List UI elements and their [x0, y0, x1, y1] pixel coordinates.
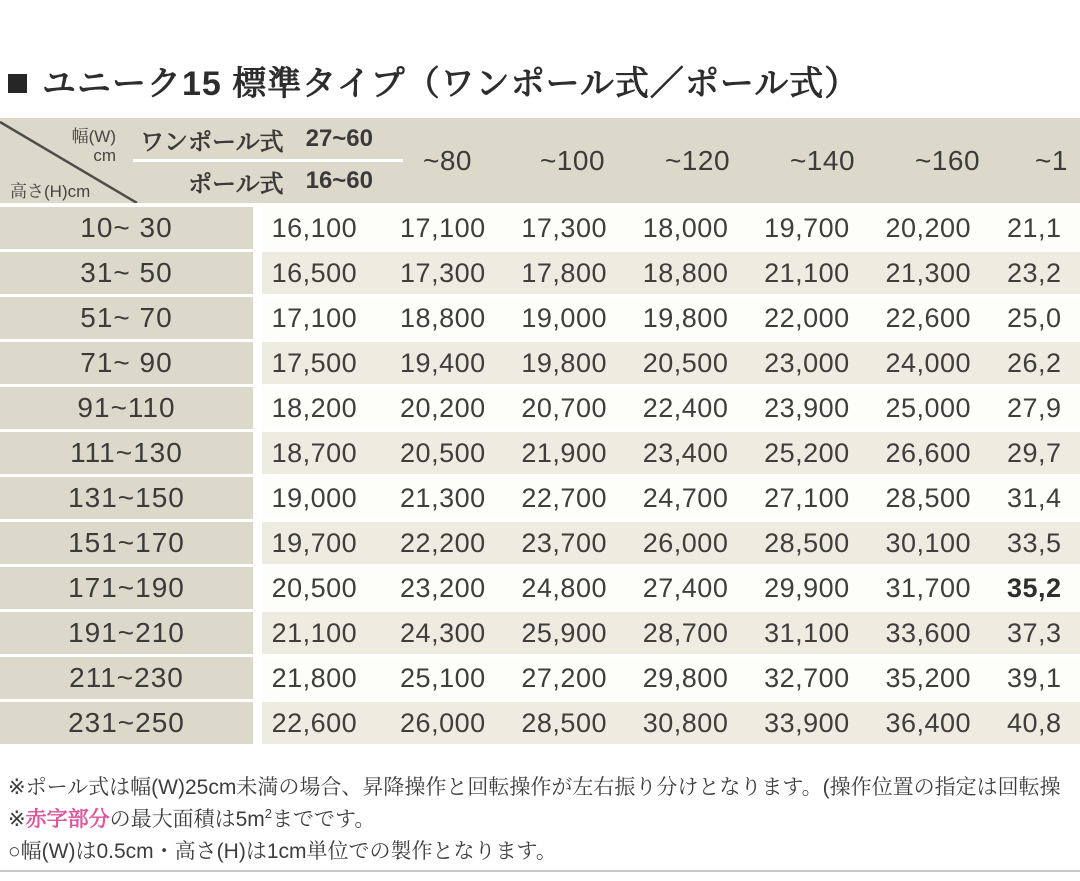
row-label-gap [253, 387, 262, 429]
price-cell: 20,200 [400, 392, 486, 423]
price-cell: 21,900 [521, 437, 607, 468]
row-label-gap [253, 207, 262, 249]
price-cell: 25,0 [1006, 302, 1062, 333]
row-label-gap [253, 342, 262, 384]
footnote-post-text: までです。 [272, 808, 376, 831]
price-cell: 25,000 [885, 392, 972, 423]
table-row [0, 252, 1080, 294]
price-cell: 28,500 [764, 527, 850, 558]
table-header [0, 118, 1080, 203]
price-cell: 21,100 [271, 617, 358, 648]
price-cell: 28,500 [885, 482, 972, 513]
price-cell: 31,4 [1006, 482, 1062, 513]
row-label: 71~ 90 [0, 342, 253, 384]
row-label: 231~250 [0, 702, 253, 744]
corner-width-label [40, 127, 116, 165]
column-header: ~140 [789, 144, 856, 176]
price-cell: 22,200 [400, 527, 486, 558]
row-label: 91~110 [0, 387, 253, 429]
column-header: ~120 [664, 144, 731, 176]
price-cell: 33,600 [885, 617, 972, 648]
table-row [0, 477, 1080, 519]
row-label: 171~190 [0, 567, 253, 609]
table-row [0, 297, 1080, 339]
pole-type-label: ワンポール式 [140, 128, 284, 156]
price-cell: 35,2 [1006, 572, 1062, 603]
row-label-gap [253, 567, 262, 609]
row-data-strip [262, 702, 1080, 744]
row-data-strip [262, 252, 1080, 294]
price-cell: 39,1 [1006, 662, 1062, 693]
price-cell: 28,700 [642, 617, 729, 648]
price-cell: 24,000 [885, 347, 972, 378]
pole-width-range: 16~60 [305, 167, 373, 194]
price-cell: 29,7 [1006, 437, 1062, 468]
table-row [0, 432, 1080, 474]
price-cell: 26,000 [642, 527, 729, 558]
price-cell: 26,000 [400, 707, 486, 738]
price-cell: 16,100 [271, 212, 358, 243]
footnote-max-area [8, 803, 375, 833]
table-row [0, 657, 1080, 699]
price-cell: 17,500 [271, 347, 358, 378]
table-row [0, 387, 1080, 429]
column-header: ~1 [1035, 144, 1068, 176]
column-header: ~80 [423, 144, 472, 176]
price-cell: 20,500 [400, 437, 486, 468]
row-label: 151~170 [0, 522, 253, 564]
price-cell: 35,200 [885, 662, 972, 693]
row-label-gap [253, 657, 262, 699]
price-cell: 20,700 [521, 392, 607, 423]
footnote-mid-text: の最大面積は5m [109, 808, 265, 831]
price-cell: 24,300 [400, 617, 486, 648]
price-cell: 20,500 [642, 347, 729, 378]
title-bullet-icon [8, 74, 27, 93]
price-cell: 20,500 [271, 572, 358, 603]
table-row [0, 207, 1080, 249]
row-label: 211~230 [0, 657, 253, 699]
price-cell: 23,200 [400, 572, 486, 603]
row-label-gap [253, 522, 262, 564]
price-cell: 21,1 [1006, 212, 1062, 243]
row-data-strip [262, 342, 1080, 384]
price-cell: 25,900 [521, 617, 607, 648]
price-cell: 23,000 [764, 347, 850, 378]
price-cell: 22,000 [764, 302, 850, 333]
row-data-strip [262, 612, 1080, 654]
price-cell: 21,100 [764, 257, 850, 288]
price-cell: 25,200 [764, 437, 850, 468]
price-cell: 17,100 [271, 302, 358, 333]
row-label-gap [253, 702, 262, 744]
price-cell: 16,500 [271, 257, 358, 288]
row-data-strip [262, 477, 1080, 519]
price-cell: 27,400 [642, 572, 729, 603]
table-row [0, 612, 1080, 654]
price-cell: 19,800 [642, 302, 729, 333]
row-data-strip [262, 522, 1080, 564]
row-label-gap [253, 612, 262, 654]
price-cell: 17,100 [400, 212, 486, 243]
price-cell: 18,700 [271, 437, 358, 468]
row-label-gap [253, 477, 262, 519]
pole-header-divider [133, 159, 403, 162]
table-row [0, 342, 1080, 384]
price-cell: 23,700 [521, 527, 607, 558]
price-cell: 23,900 [764, 392, 850, 423]
corner-height-label: 高さ(H)cm [10, 182, 91, 201]
price-cell: 21,300 [400, 482, 486, 513]
price-cell: 27,200 [521, 662, 607, 693]
price-table [0, 118, 1080, 747]
price-cell: 22,600 [271, 707, 358, 738]
footnote-marker: ※ [8, 808, 26, 831]
row-label-gap [253, 252, 262, 294]
row-label-gap [253, 297, 262, 339]
row-data-strip [262, 432, 1080, 474]
pole-header-line [140, 118, 373, 160]
price-cell: 22,600 [885, 302, 972, 333]
price-cell: 27,100 [764, 482, 850, 513]
price-cell: 20,200 [885, 212, 972, 243]
row-label: 131~150 [0, 477, 253, 519]
price-cell: 18,200 [271, 392, 358, 423]
price-cell: 17,800 [521, 257, 607, 288]
width-label: 幅(W) [71, 127, 116, 146]
price-cell: 30,100 [885, 527, 972, 558]
price-cell: 22,400 [642, 392, 729, 423]
row-data-strip [262, 567, 1080, 609]
price-cell: 26,2 [1006, 347, 1062, 378]
pole-header-line [140, 160, 373, 202]
price-cell: 24,800 [521, 572, 607, 603]
price-cell: 31,100 [764, 617, 850, 648]
price-cell: 24,700 [642, 482, 729, 513]
price-cell: 21,800 [271, 662, 358, 693]
row-data-strip [262, 657, 1080, 699]
price-cell: 30,800 [642, 707, 729, 738]
price-cell: 18,800 [642, 257, 729, 288]
pole-width-range: 27~60 [305, 125, 373, 152]
price-cell: 29,800 [642, 662, 729, 693]
row-label: 51~ 70 [0, 297, 253, 339]
page-title: ユニーク15 標準タイプ（ワンポール式／ポール式） [42, 65, 860, 103]
row-label: 191~210 [0, 612, 253, 654]
price-cell: 31,700 [885, 572, 972, 603]
price-cell: 26,600 [885, 437, 972, 468]
column-header: ~160 [914, 144, 981, 176]
price-cell: 23,2 [1006, 257, 1062, 288]
table-row [0, 522, 1080, 564]
price-cell: 19,700 [764, 212, 850, 243]
price-cell: 25,100 [400, 662, 486, 693]
price-cell: 29,900 [764, 572, 850, 603]
price-cell: 17,300 [521, 212, 607, 243]
price-cell: 23,400 [642, 437, 729, 468]
row-data-strip [262, 207, 1080, 249]
price-cell: 17,300 [400, 257, 486, 288]
price-cell: 19,700 [271, 527, 358, 558]
table-row [0, 702, 1080, 744]
price-cell: 18,800 [400, 302, 486, 333]
bottom-divider-line [0, 870, 1080, 872]
row-label-gap [253, 432, 262, 474]
column-header: ~100 [539, 144, 606, 176]
row-label: 31~ 50 [0, 252, 253, 294]
column-headers [385, 118, 1080, 203]
row-data-strip [262, 297, 1080, 339]
price-cell: 21,300 [885, 257, 972, 288]
row-data-strip [262, 387, 1080, 429]
price-cell: 37,3 [1006, 617, 1062, 648]
table-body [0, 207, 1080, 744]
price-cell: 19,400 [400, 347, 486, 378]
price-cell: 18,000 [642, 212, 729, 243]
pole-type-label: ポール式 [188, 170, 284, 198]
width-unit: cm [93, 146, 116, 165]
price-cell: 27,9 [1006, 392, 1062, 423]
price-cell: 33,5 [1006, 527, 1062, 558]
row-label: 10~ 30 [0, 207, 253, 249]
price-cell: 28,500 [521, 707, 607, 738]
footnote-red-text-highlight: 赤字部分 [25, 808, 110, 831]
price-cell: 36,400 [885, 707, 972, 738]
footnote-pole-operation: ※ポール式は幅(W)25cm未満の場合、昇降操作と回転操作が左右振り分けとなります。(操作位置の指定は回転操 [8, 776, 1061, 799]
footnote-superscript: 2 [264, 806, 273, 821]
price-cell: 22,700 [521, 482, 607, 513]
price-cell: 33,900 [764, 707, 850, 738]
page-title-row [8, 56, 859, 105]
footnote-unit-size: ○幅(W)は0.5cm・高さ(H)は1cm単位での製作となります。 [8, 840, 557, 863]
price-cell: 40,8 [1006, 707, 1062, 738]
table-row [0, 567, 1080, 609]
price-cell: 19,000 [521, 302, 607, 333]
price-cell: 32,700 [764, 662, 850, 693]
price-cell: 19,000 [271, 482, 358, 513]
price-cell: 19,800 [521, 347, 607, 378]
row-label: 111~130 [0, 432, 253, 474]
